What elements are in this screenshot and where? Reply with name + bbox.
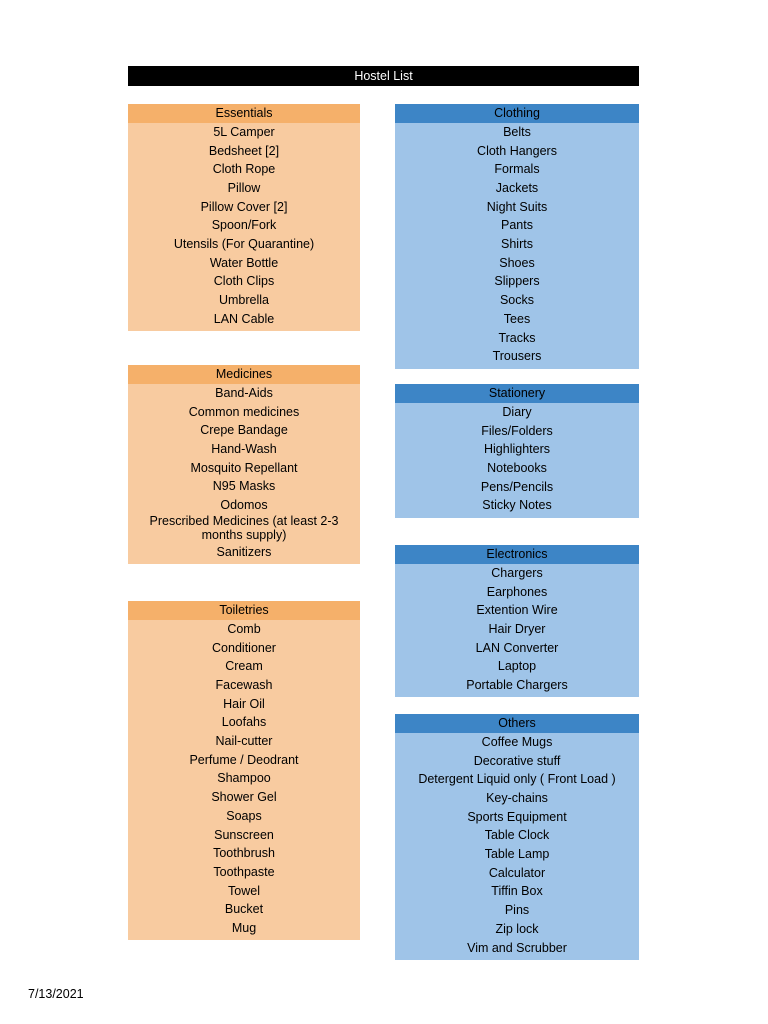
clothing-item: Formals bbox=[494, 162, 540, 177]
toiletries-list bbox=[128, 620, 360, 941]
essentials-item: Bedsheet [2] bbox=[208, 143, 280, 158]
electronics-item: Chargers bbox=[491, 565, 543, 580]
others-item: Key-chains bbox=[486, 791, 548, 805]
toiletries-item: Bucket bbox=[224, 902, 264, 917]
clothing-section bbox=[395, 104, 639, 369]
toiletries-item: Shower Gel bbox=[211, 790, 277, 805]
others-list bbox=[395, 733, 639, 960]
toiletries-item: Facewash bbox=[215, 678, 273, 692]
footer-date: 7/13/2021 bbox=[28, 987, 84, 1001]
essentials-item: Cloth Rope bbox=[212, 162, 276, 177]
others-item: Zip lock bbox=[495, 921, 539, 936]
toiletries-item: Perfume / Deodrant bbox=[189, 752, 299, 767]
essentials-item: LAN Cable bbox=[213, 311, 275, 326]
electronics-item: Extention Wire bbox=[476, 603, 558, 618]
stationery-item: Files/Folders bbox=[481, 423, 553, 438]
others-item: Coffee Mugs bbox=[481, 734, 553, 749]
toiletries-section bbox=[128, 601, 360, 940]
toiletries-item: Conditioner bbox=[212, 640, 276, 655]
clothing-item: Tracks bbox=[498, 330, 536, 345]
essentials-item: Umbrella bbox=[218, 293, 269, 308]
medicines-item: Crepe Bandage bbox=[200, 423, 288, 438]
others-item: Table Clock bbox=[484, 828, 550, 843]
stationery-item: Highlighters bbox=[483, 442, 550, 457]
stationery-section bbox=[395, 384, 639, 518]
essentials-header: Essentials bbox=[128, 104, 360, 123]
clothing-header: Clothing bbox=[395, 104, 639, 123]
medicines-list bbox=[128, 384, 360, 565]
stationery-item: Notebooks bbox=[487, 461, 547, 475]
essentials-item: Pillow Cover [2] bbox=[200, 199, 288, 214]
medicines-item: Sanitizers bbox=[216, 544, 272, 559]
clothing-item: Pants bbox=[501, 218, 533, 233]
others-item: Detergent Liquid only ( Front Load ) bbox=[418, 772, 616, 787]
essentials-item: Water Bottle bbox=[209, 255, 279, 270]
medicines-item: Common medicines bbox=[188, 404, 300, 419]
essentials-item: Pillow bbox=[227, 181, 261, 195]
toiletries-item: Nail-cutter bbox=[215, 734, 273, 749]
clothing-item: Slippers bbox=[494, 274, 540, 289]
clothing-item: Trousers bbox=[492, 349, 542, 364]
toiletries-item: Shampoo bbox=[217, 771, 271, 786]
clothing-item: Tees bbox=[503, 311, 531, 326]
toiletries-item: Loofahs bbox=[221, 715, 267, 730]
medicines-item: Prescribed Medicines (at least 2-3 months supply) bbox=[149, 514, 339, 543]
essentials-item: Utensils (For Quarantine) bbox=[173, 237, 315, 252]
toiletries-item: Cream bbox=[225, 659, 263, 674]
electronics-item: Laptop bbox=[497, 659, 537, 674]
essentials-item: Spoon/Fork bbox=[211, 218, 277, 233]
clothing-item: Jackets bbox=[495, 181, 539, 195]
essentials-item: Cloth Clips bbox=[213, 274, 275, 289]
stationery-item: Diary bbox=[502, 404, 532, 419]
page-title: Hostel List bbox=[128, 66, 639, 86]
clothing-item: Shirts bbox=[501, 237, 533, 252]
toiletries-item: Hair Oil bbox=[223, 696, 265, 711]
electronics-header: Electronics bbox=[395, 545, 639, 564]
toiletries-item: Toothbrush bbox=[213, 846, 275, 861]
stationery-item: Pens/Pencils bbox=[480, 479, 554, 494]
others-header: Others bbox=[395, 714, 639, 733]
stationery-list bbox=[395, 403, 639, 518]
others-item: Decorative stuff bbox=[473, 753, 561, 768]
electronics-item: Hair Dryer bbox=[488, 622, 546, 636]
clothing-item: Cloth Hangers bbox=[477, 143, 557, 158]
electronics-list bbox=[395, 564, 639, 698]
essentials-section bbox=[128, 104, 360, 331]
others-item: Tiffin Box bbox=[491, 884, 543, 899]
toiletries-item: Soaps bbox=[226, 808, 262, 823]
toiletries-header: Toiletries bbox=[128, 601, 360, 620]
toiletries-item: Sunscreen bbox=[214, 827, 274, 842]
toiletries-item: Towel bbox=[228, 883, 260, 898]
others-item: Calculator bbox=[488, 865, 546, 880]
medicines-item: Odomos bbox=[220, 498, 268, 513]
others-item: Pins bbox=[504, 903, 530, 918]
clothing-item: Belts bbox=[503, 124, 531, 139]
medicines-item: Mosquito Repellant bbox=[190, 460, 298, 475]
clothing-item: Socks bbox=[499, 293, 535, 308]
stationery-item: Sticky Notes bbox=[482, 498, 552, 513]
clothing-item: Shoes bbox=[499, 255, 535, 270]
clothing-item: Night Suits bbox=[486, 199, 548, 214]
others-section bbox=[395, 714, 639, 960]
medicines-item: N95 Masks bbox=[212, 479, 276, 494]
others-item: Vim and Scrubber bbox=[467, 940, 567, 955]
medicines-section bbox=[128, 365, 360, 564]
medicines-header: Medicines bbox=[128, 365, 360, 384]
toiletries-item: Mug bbox=[231, 920, 257, 935]
electronics-section bbox=[395, 545, 639, 697]
medicines-item: Hand-Wash bbox=[211, 442, 277, 456]
essentials-item: 5L Camper bbox=[213, 124, 275, 139]
electronics-item: LAN Converter bbox=[475, 640, 559, 655]
toiletries-item: Toothpaste bbox=[213, 864, 275, 879]
stationery-header: Stationery bbox=[395, 384, 639, 403]
essentials-list bbox=[128, 123, 360, 332]
electronics-item: Portable Chargers bbox=[466, 678, 568, 693]
medicines-item: Band-Aids bbox=[215, 385, 273, 400]
electronics-item: Earphones bbox=[486, 584, 548, 599]
others-item: Table Lamp bbox=[484, 847, 550, 862]
others-item: Sports Equipment bbox=[467, 809, 567, 824]
clothing-list bbox=[395, 123, 639, 369]
toiletries-item: Comb bbox=[227, 621, 261, 636]
